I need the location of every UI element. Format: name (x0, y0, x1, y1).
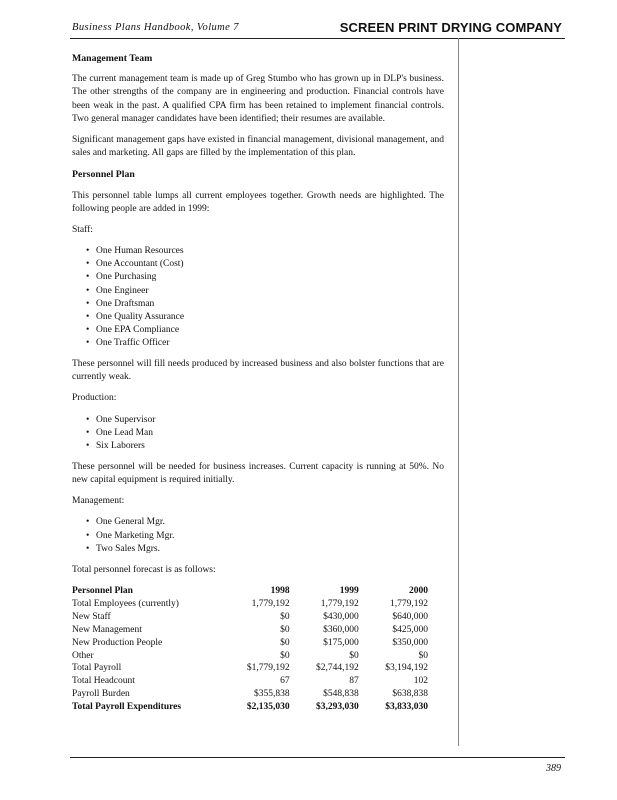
management-list (72, 516, 444, 555)
management-label: Management: (72, 496, 125, 507)
page-body (72, 52, 444, 714)
table-cell: $175,000 (323, 637, 359, 648)
list-item: • One Traffic Officer (86, 337, 444, 350)
row-label: Total Payroll Expenditures (72, 702, 182, 713)
table-cell: 1,779,192 (251, 598, 290, 609)
table-cell: $425,000 (392, 624, 428, 635)
header-divider (70, 38, 565, 39)
footer-divider (70, 757, 565, 758)
production-list (72, 414, 444, 453)
table-cell: $0 (280, 650, 290, 661)
list-item: • One EPA Compliance (86, 324, 444, 337)
table-cell: $0 (349, 650, 359, 661)
table-cell: $1,779,192 (246, 663, 290, 674)
table-cell: $3,194,192 (385, 663, 428, 674)
table-row (72, 624, 428, 637)
table-cell: 87 (349, 676, 359, 687)
margin-divider (458, 38, 459, 746)
table-row (72, 611, 428, 624)
table-cell: 1,779,192 (320, 598, 359, 609)
page-number: 389 (546, 763, 561, 774)
list-item: • One Supervisor (86, 414, 444, 427)
table-cell: $0 (280, 637, 290, 648)
row-label: Payroll Burden (72, 689, 130, 700)
list-item: • One Engineer (86, 285, 444, 298)
table-row (72, 688, 428, 701)
table-cell: 102 (413, 676, 428, 687)
list-item: • Six Laborers (86, 440, 444, 453)
book-title: Business Plans Handbook, Volume 7 (72, 22, 239, 33)
column-header: 1998 (270, 585, 290, 596)
personnel-plan-table (72, 585, 428, 714)
table-total-row (72, 701, 428, 714)
table-cell: $350,000 (392, 637, 428, 648)
row-label: New Staff (72, 611, 111, 622)
table-cell: $0 (280, 611, 290, 622)
table-cell: $0 (418, 650, 428, 661)
table-cell: $355,838 (253, 689, 290, 700)
production-note: These personnel will be needed for business increases. Current capacity is running at 50%. No new capital equipment is required initially. (72, 461, 444, 486)
list-item: • One Marketing Mgr. (86, 530, 444, 543)
table-cell: $360,000 (323, 624, 359, 635)
management-paragraph-2: Significant management gaps have existed in financial management, divisional management, and sales and marketing. All gaps are filled by the implementation of this plan. (72, 135, 444, 159)
forecast-intro: Total personnel forecast is as follows: (72, 564, 216, 575)
table-row (72, 650, 428, 663)
table-cell: $548,838 (323, 689, 359, 700)
management-paragraph-1: The current management team is made up of Greg Stumbo who has grown up in DLP's business. The other strengths of the company are in engineering and production. Financial controls have been weak in the past. A qualified CPA firm has been retained to implement financial controls. Two general manager candidates have been identified; their resumes are available. (72, 74, 444, 124)
column-header: 1999 (339, 585, 359, 596)
staff-label: Staff: (72, 225, 93, 236)
row-label: Total Employees (currently) (72, 598, 179, 609)
table-cell: 67 (280, 676, 290, 687)
table-row (72, 637, 428, 650)
column-header: 2000 (409, 585, 428, 596)
column-header: Personnel Plan (72, 585, 133, 596)
list-item: • One General Mgr. (86, 516, 444, 529)
list-item: • One Draftsman (86, 298, 444, 311)
production-label: Production: (72, 393, 117, 404)
table-cell: $638,838 (392, 689, 428, 700)
table-cell: 1,779,192 (390, 598, 428, 609)
table-cell: $3,833,030 (385, 702, 428, 713)
list-item: • One Quality Assurance (86, 311, 444, 324)
list-item: • One Human Resources (86, 245, 444, 258)
personnel-plan-heading: Personnel Plan (72, 169, 135, 181)
list-item: • Two Sales Mgrs. (86, 543, 444, 556)
table-row (72, 662, 428, 675)
row-label: Other (72, 650, 94, 661)
table-header-row (72, 585, 428, 598)
list-item: • One Purchasing (86, 271, 444, 284)
table-row (72, 598, 428, 611)
list-item: • One Lead Man (86, 427, 444, 440)
table-cell: $2,744,192 (316, 663, 359, 674)
plan-title: SCREEN PRINT DRYING COMPANY (339, 20, 562, 35)
list-item: • One Accountant (Cost) (86, 258, 444, 271)
table-cell: $640,000 (392, 611, 428, 622)
table-cell: $2,135,030 (246, 702, 290, 713)
staff-note: These personnel will fill needs produced by increased business and also bolster functions that are currently weak. (72, 358, 444, 383)
table-cell: $0 (280, 624, 290, 635)
table-row (72, 675, 428, 688)
staff-list (72, 245, 444, 350)
row-label: Total Headcount (72, 676, 135, 687)
table-cell: $430,000 (323, 611, 359, 622)
personnel-intro: This personnel table lumps all current employees together. Growth needs are highlighted. The following people are added in 1999: (72, 190, 444, 214)
row-label: New Management (72, 624, 142, 635)
management-team-heading: Management Team (72, 53, 153, 64)
row-label: New Production People (72, 637, 163, 648)
table-cell: $3,293,030 (316, 702, 359, 713)
row-label: Total Payroll (72, 663, 122, 674)
